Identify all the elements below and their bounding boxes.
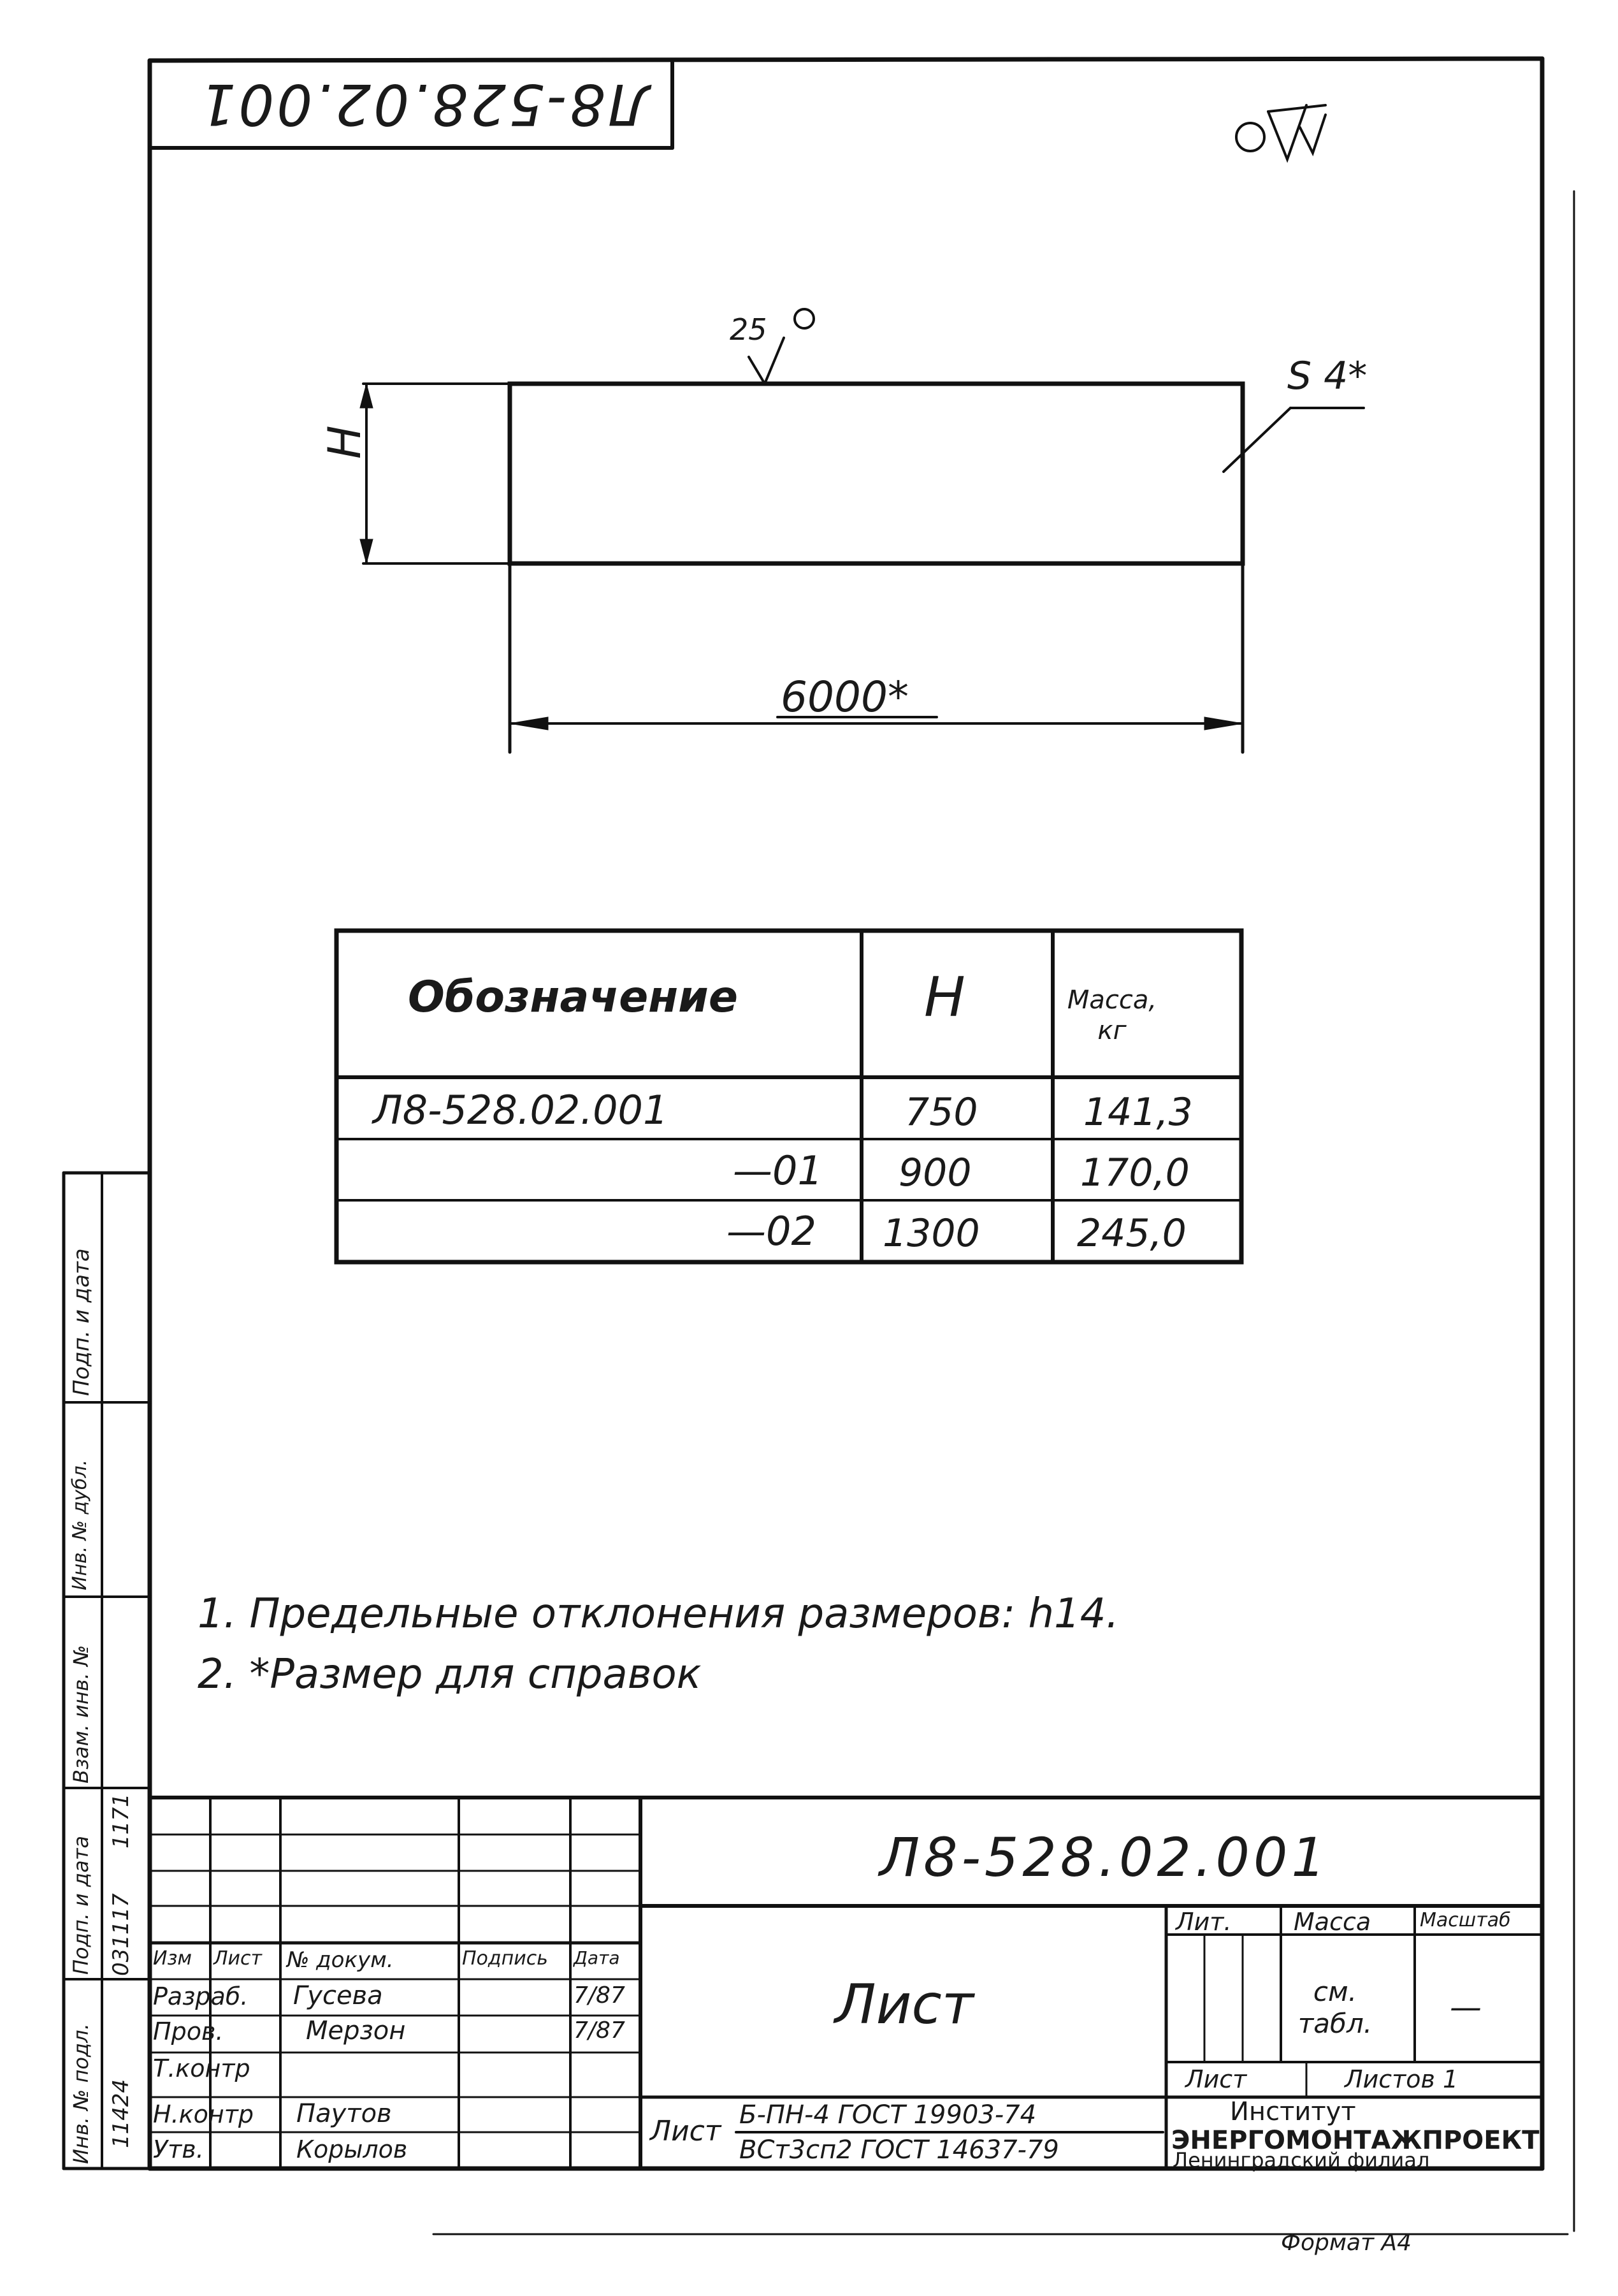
table-header-designation: Обозначение <box>408 972 738 1022</box>
side-value-2: 031117 <box>108 1893 134 1976</box>
material-prefix: Лист <box>650 2115 721 2147</box>
col-header-date: Дата <box>574 1947 620 1968</box>
side-value-1: 1171 <box>108 1793 134 1849</box>
role-norm-control: Н.контр <box>153 2100 254 2128</box>
mass-value: см. табл. <box>1297 1976 1373 2039</box>
side-label-dup-inv: Инв. № дубл. <box>69 1459 91 1590</box>
table-row-2-designation: —01 <box>733 1147 823 1194</box>
table-row-3-h: 1300 <box>883 1211 980 1256</box>
table-row-3-designation: —02 <box>726 1208 816 1254</box>
role-developer-name: Гусева <box>293 1981 383 2010</box>
top-stamp-number: Л8-528.02.001 <box>198 71 650 137</box>
material-top: Б-ПН-4 ГОСТ 19903-74 <box>739 2100 1037 2130</box>
col-header-doc-no: № докум. <box>287 1947 394 1973</box>
table-row-1-h: 750 <box>905 1090 978 1135</box>
scale-label: Масштаб <box>1420 1909 1511 1931</box>
length-dim-label: 6000* <box>781 672 909 722</box>
table-header-h: H <box>924 966 965 1029</box>
role-approver-name: Корылов <box>296 2135 408 2163</box>
role-developer: Разраб. <box>153 1982 249 2010</box>
top-stamp-box <box>159 67 663 143</box>
lit-label: Лит. <box>1176 1908 1232 1936</box>
sheets-label: Листов 1 <box>1345 2065 1459 2093</box>
org-line-1: Институт <box>1230 2097 1356 2126</box>
role-developer-date: 7/87 <box>574 1982 625 2009</box>
table-row-2-mass: 170,0 <box>1080 1151 1190 1195</box>
title-doc-number: Л8-528.02.001 <box>879 1826 1329 1889</box>
thickness-label: S 4* <box>1287 354 1368 398</box>
mass-label: Масса <box>1294 1908 1371 1936</box>
note-1: 1. Предельные отклонения размеров: h14. <box>198 1590 1119 1638</box>
table-header-mass: Масса, кг <box>1067 985 1157 1045</box>
role-tech-control: Т.контр <box>153 2054 250 2082</box>
col-header-signature: Подпись <box>462 1947 548 1970</box>
role-norm-control-name: Паутов <box>296 2099 392 2128</box>
material-bottom: ВСт3сп2 ГОСТ 14637-79 <box>739 2135 1059 2165</box>
title-doc-name: Лист <box>835 1973 974 2037</box>
org-line-2: ЭНЕРГОМОНТАЖПРОЕКТ <box>1171 2126 1540 2155</box>
weld-size-label: 25 <box>730 312 767 347</box>
note-2: 2. *Размер для справок <box>198 1651 702 1698</box>
side-label-replace-inv: Взам. инв. № <box>69 1645 93 1784</box>
table-row-1-designation: Л8-528.02.001 <box>373 1087 668 1133</box>
role-checker-name: Мерзон <box>306 2016 406 2045</box>
col-header-rev: Изм <box>153 1947 192 1970</box>
role-approver: Утв. <box>153 2135 204 2163</box>
side-label-sign-date-bottom: Подп. и дата <box>69 1836 93 1975</box>
role-checker: Пров. <box>153 2017 224 2045</box>
side-label-sign-date-top: Подп. и дата <box>69 1248 94 1396</box>
format-label: Формат А4 <box>1281 2230 1412 2256</box>
table-row-3-mass: 245,0 <box>1077 1211 1187 1256</box>
role-checker-date: 7/87 <box>574 2017 625 2044</box>
table-row-1-mass: 141,3 <box>1083 1090 1193 1135</box>
col-header-sheet: Лист <box>213 1947 263 1970</box>
table-row-2-h: 900 <box>899 1151 972 1195</box>
side-label-orig-inv: Инв. № подл. <box>69 2023 93 2164</box>
scale-value: — <box>1450 1989 1482 2026</box>
side-value-3: 11424 <box>108 2079 134 2148</box>
height-dim-label: H <box>319 425 371 459</box>
org-line-3: Ленинградский филиал <box>1173 2148 1430 2172</box>
sheet-label: Лист <box>1185 2065 1247 2093</box>
